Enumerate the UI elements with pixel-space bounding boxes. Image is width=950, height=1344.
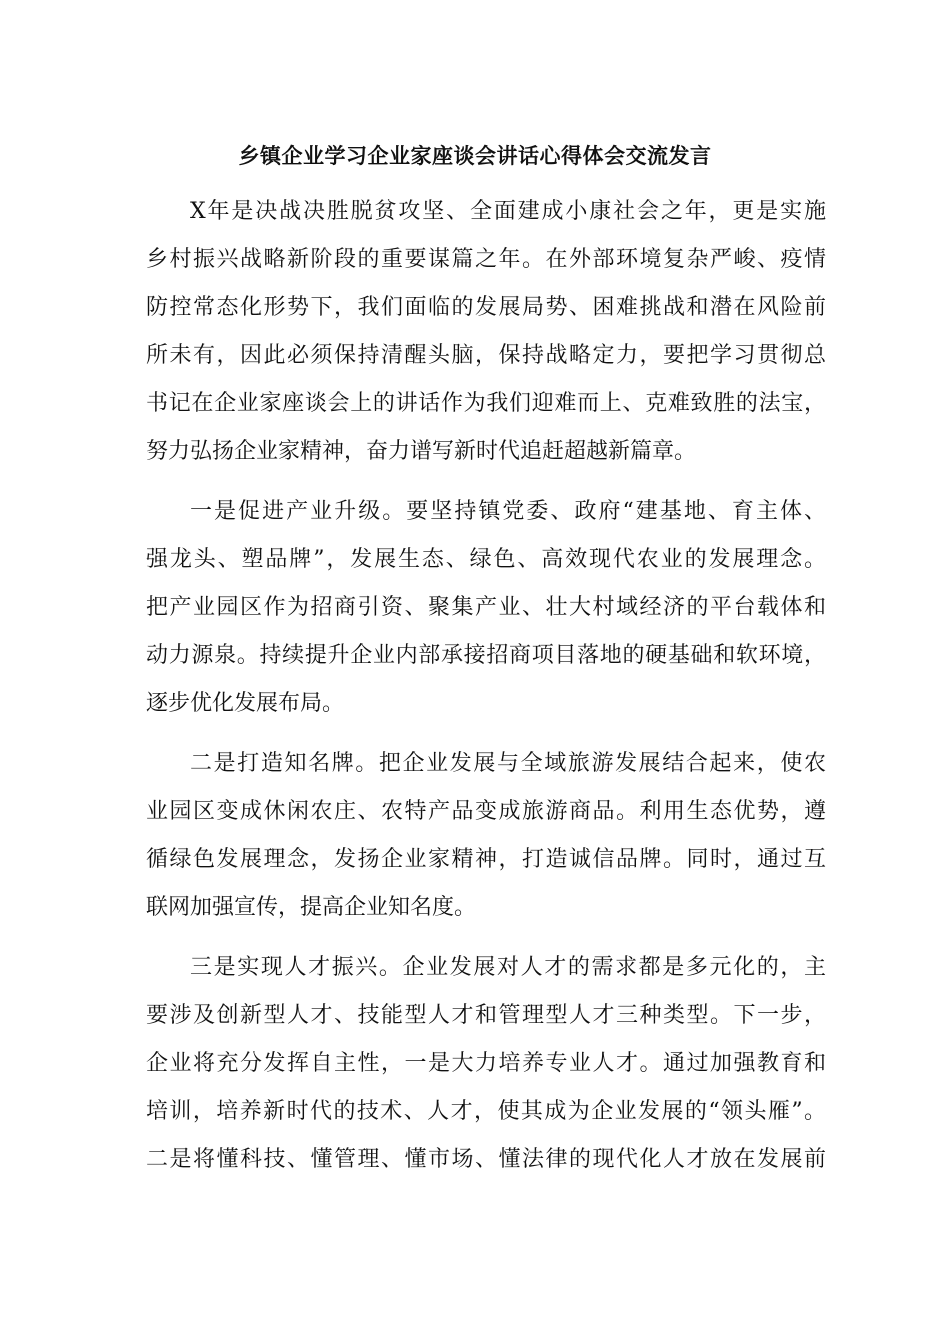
paragraph-line: 动力源泉。持续提升企业内部承接招商项目落地的硬基础和软环境， bbox=[146, 643, 826, 668]
paragraph-line: 循绿色发展理念，发扬企业家精神，打造诚信品牌。同时，通过互 bbox=[146, 847, 826, 872]
paragraph-line: 防控常态化形势下，我们面临的发展局势、困难挑战和潜在风险前 bbox=[146, 295, 826, 320]
paragraph-line: X年是决战决胜脱贫攻坚、全面建成小康社会之年，更是实施 bbox=[190, 199, 826, 224]
document-title: 乡镇企业学习企业家座谈会讲话心得体会交流发言 bbox=[238, 143, 712, 168]
paragraph-line: 联网加强宣传，提高企业知名度。 bbox=[146, 895, 477, 920]
paragraph-line: 要涉及创新型人才、技能型人才和管理型人才三种类型。下一步， bbox=[146, 1003, 826, 1028]
paragraph-line: 强龙头、塑品牌”，发展生态、绿色、高效现代农业的发展理念。 bbox=[146, 547, 826, 572]
paragraph-line: 企业将充分发挥自主性，一是大力培养专业人才。通过加强教育和 bbox=[146, 1051, 826, 1076]
paragraph-line: 二是将懂科技、懂管理、懂市场、懂法律的现代化人才放在发展前 bbox=[146, 1147, 826, 1172]
paragraph-line: 业园区变成休闲农庄、农特产品变成旅游商品。利用生态优势，遵 bbox=[146, 799, 826, 824]
paragraph-line: 所未有，因此必须保持清醒头脑，保持战略定力，要把学习贯彻总 bbox=[146, 343, 826, 368]
paragraph-line: 二是打造知名牌。把企业发展与全域旅游发展结合起来，使农 bbox=[190, 751, 826, 776]
paragraph-line: 乡村振兴战略新阶段的重要谋篇之年。在外部环境复杂严峻、疫情 bbox=[146, 247, 826, 272]
paragraph-line: 一是促进产业升级。要坚持镇党委、政府“建基地、育主体、 bbox=[190, 499, 826, 524]
paragraph-line: 把产业园区作为招商引资、聚集产业、壮大村域经济的平台载体和 bbox=[146, 595, 826, 620]
paragraph-line: 逐步优化发展布局。 bbox=[146, 691, 345, 716]
paragraph-line: 书记在企业家座谈会上的讲话作为我们迎难而上、克难致胜的法宝， bbox=[146, 391, 826, 416]
paragraph-line: 三是实现人才振兴。企业发展对人才的需求都是多元化的，主 bbox=[190, 955, 826, 980]
paragraph-line: 努力弘扬企业家精神，奋力谱写新时代追赶超越新篇章。 bbox=[146, 439, 697, 464]
paragraph-line: 培训，培养新时代的技术、人才，使其成为企业发展的“领头雁”。 bbox=[146, 1099, 826, 1124]
